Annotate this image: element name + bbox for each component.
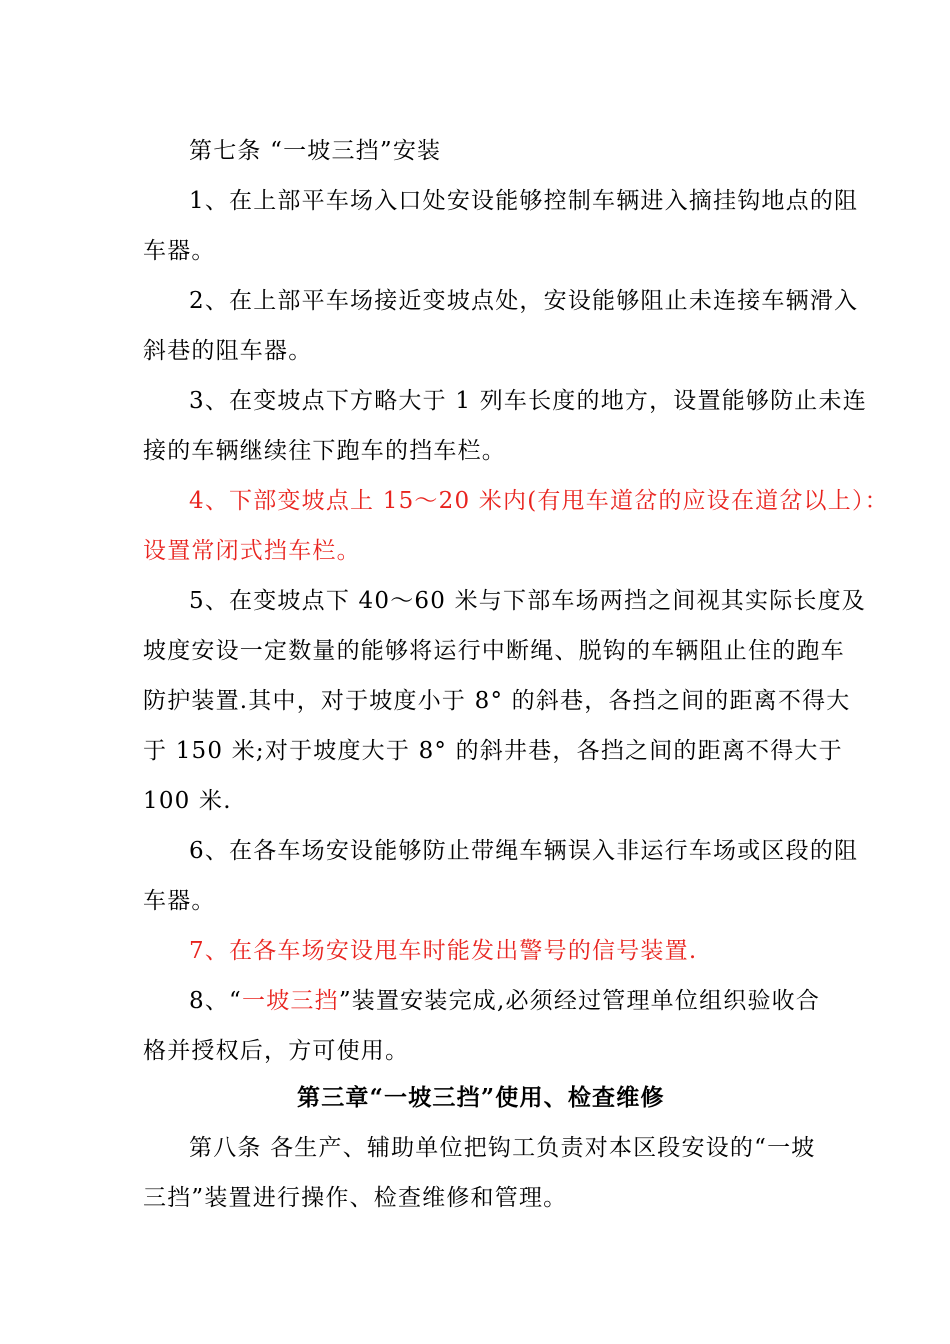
item8-highlight: 一坡三挡 [242, 988, 339, 1014]
item5-line4: 于 150 米;对于坡度大于 8° 的斜井巷，各挡之间的距离不得大于 [143, 738, 843, 764]
item8-suffix: ”装置安装完成,必须经过管理单位组织验收合 [338, 988, 821, 1014]
item8-line1 [189, 986, 820, 1016]
item5-line2: 坡度安设一定数量的能够将运行中断绳、脱钩的车辆阻止住的跑车 [143, 638, 845, 664]
item3-line1: 3、在变坡点下方略大于 1 列车长度的地方，设置能够防止未连 [189, 388, 867, 414]
item2-line1: 2、在上部平车场接近变坡点处，安设能够阻止未连接车辆滑入 [189, 288, 859, 314]
item4-line2: 设置常闭式挡车栏。 [143, 538, 361, 564]
item6-line1: 6、在各车场安设能够防止带绳车辆误入非运行车场或区段的阻 [189, 838, 859, 864]
item8-line2: 格并授权后，方可使用。 [143, 1038, 410, 1064]
item2-line2: 斜巷的阻车器。 [143, 338, 313, 364]
item5-line3: 防护装置.其中，对于坡度小于 8° 的斜巷，各挡之间的距离不得大 [143, 688, 851, 714]
item4-line1: 4、下部变坡点上 15～20 米内(有甩车道岔的应设在道岔以上）： [189, 488, 889, 514]
item6-line2: 车器。 [143, 888, 216, 914]
article8-line1: 第八条 各生产、辅助单位把钩工负责对本区段安设的“一坡 [189, 1135, 816, 1161]
item1-line2: 车器。 [143, 238, 216, 264]
item5-line1: 5、在变坡点下 40～60 米与下部车场两挡之间视其实际长度及 [189, 588, 866, 614]
item8-prefix: 8、“ [189, 988, 242, 1014]
item3-line2: 接的车辆继续往下跑车的挡车栏。 [143, 438, 506, 464]
article8-line2: 三挡”装置进行操作、检查维修和管理。 [143, 1185, 568, 1211]
chapter3-title: 第三章“一坡三挡”使用、检查维修 [297, 1084, 665, 1111]
item5-line5: 100 米. [143, 788, 232, 814]
item7-line1: 7、在各车场安设甩车时能发出警号的信号装置. [189, 938, 698, 964]
article7-heading: 第七条 “一坡三挡”安装 [189, 138, 442, 164]
item1-line1: 1、在上部平车场入口处安设能够控制车辆进入摘挂钩地点的阻 [189, 188, 859, 214]
